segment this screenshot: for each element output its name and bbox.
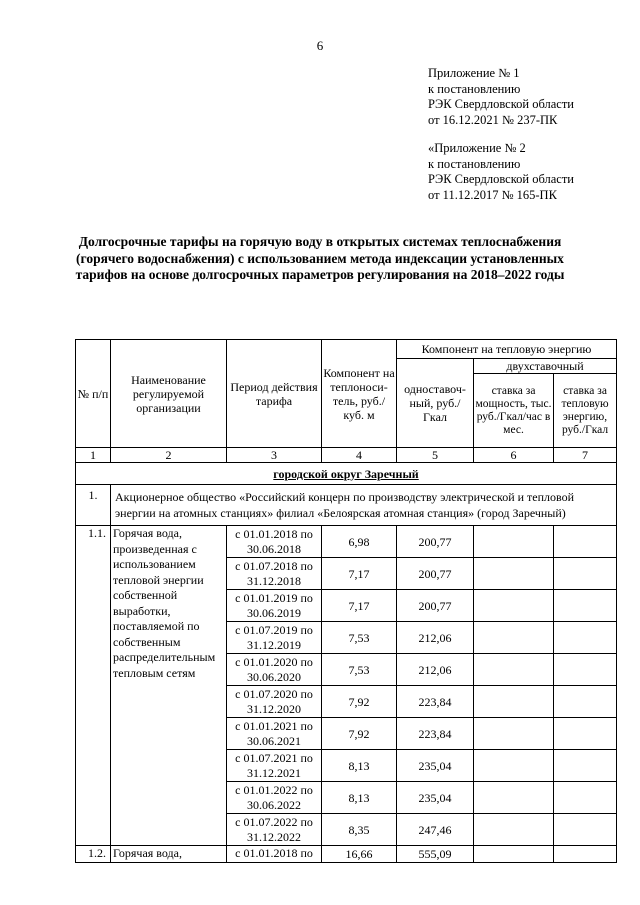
period-cell: с 01.01.2018 по 30.06.2018: [227, 526, 322, 558]
header-energy-component: Компонент на тепловую энергию: [397, 340, 617, 359]
column-number: 2: [111, 448, 227, 463]
header-two-rate: двухставочный: [474, 359, 617, 374]
single-rate-value: 212,06: [397, 622, 474, 654]
appendix-2-line: к постановлению: [428, 156, 521, 171]
capacity-rate-value: [474, 686, 554, 718]
header-organization: Наименование регулируемой организации: [111, 340, 227, 448]
single-rate-value: 555,09: [397, 846, 474, 863]
energy-rate-value: [554, 590, 617, 622]
header-carrier-component: Компонент на теплоноси-тель, руб./куб. м: [322, 340, 397, 448]
row-number: 1.2.: [76, 846, 111, 863]
single-rate-value: 200,77: [397, 526, 474, 558]
product-description: Горячая вода,: [111, 846, 227, 863]
appendix-2-block: [428, 141, 574, 203]
capacity-rate-value: [474, 654, 554, 686]
appendix-1-line: от 16.12.2021 № 237-ПК: [428, 112, 558, 127]
header-capacity-rate: ставка за мощность, тыс. руб./Гкал/час в мес.: [474, 374, 554, 448]
energy-rate-value: [554, 558, 617, 590]
carrier-value: 6,98: [322, 526, 397, 558]
capacity-rate-value: [474, 782, 554, 814]
single-rate-value: 223,84: [397, 718, 474, 750]
energy-rate-value: [554, 526, 617, 558]
capacity-rate-value: [474, 718, 554, 750]
region-name: городской округ Заречный: [76, 463, 617, 485]
single-rate-value: 200,77: [397, 590, 474, 622]
carrier-value: 8,13: [322, 750, 397, 782]
column-number: 5: [397, 448, 474, 463]
header-period: Период действия тарифа: [227, 340, 322, 448]
header-energy-rate: ставка за тепловую энергию, руб./Гкал: [554, 374, 617, 448]
column-number: 7: [554, 448, 617, 463]
period-cell: с 01.07.2018 по 31.12.2018: [227, 558, 322, 590]
appendix-2-line: от 11.12.2017 № 165-ПК: [428, 187, 557, 202]
energy-rate-value: [554, 654, 617, 686]
capacity-rate-value: [474, 846, 554, 863]
table-row: [76, 526, 617, 558]
table-row: [76, 846, 617, 863]
organization-number: 1.: [76, 485, 111, 526]
column-number: 6: [474, 448, 554, 463]
appendix-1-block: [428, 66, 574, 128]
organization-name: Акционерное общество «Российский концерн по производству электрической и тепловой энергии на атомных станциях» филиал «Белоярская атомная станция» (город Заречный): [111, 485, 617, 526]
carrier-value: 7,17: [322, 558, 397, 590]
energy-rate-value: [554, 846, 617, 863]
single-rate-value: 235,04: [397, 782, 474, 814]
organization-row: [76, 485, 617, 526]
appendix-1-line: к постановлению: [428, 81, 521, 96]
capacity-rate-value: [474, 526, 554, 558]
period-cell: с 01.07.2022 по 31.12.2022: [227, 814, 322, 846]
page-number: 6: [316, 38, 324, 53]
document-title: Долгосрочные тарифы на горячую воду в открытых системах теплоснабжения (горячего водоснабжения) с использованием метода индексации установленных тарифов на основе долгосрочных параметров регулирования на 2018–2022 годы: [75, 234, 565, 282]
single-rate-value: 235,04: [397, 750, 474, 782]
appendix-2-line: РЭК Свердловской области: [428, 172, 574, 186]
single-rate-value: 223,84: [397, 686, 474, 718]
energy-rate-value: [554, 782, 617, 814]
column-number: 3: [227, 448, 322, 463]
period-cell: с 01.07.2019 по 31.12.2019: [227, 622, 322, 654]
single-rate-value: 200,77: [397, 558, 474, 590]
header-num: № п/п: [76, 340, 111, 448]
capacity-rate-value: [474, 558, 554, 590]
period-cell: с 01.01.2019 по 30.06.2019: [227, 590, 322, 622]
capacity-rate-value: [474, 814, 554, 846]
capacity-rate-value: [474, 590, 554, 622]
period-cell: с 01.01.2021 по 30.06.2021: [227, 718, 322, 750]
carrier-value: 7,53: [322, 654, 397, 686]
capacity-rate-value: [474, 750, 554, 782]
column-number: 4: [322, 448, 397, 463]
energy-rate-value: [554, 718, 617, 750]
single-rate-value: 212,06: [397, 654, 474, 686]
carrier-value: 16,66: [322, 846, 397, 863]
tariff-table: [75, 339, 617, 863]
period-cell: с 01.01.2022 по 30.06.2022: [227, 782, 322, 814]
period-cell: с 01.07.2021 по 31.12.2021: [227, 750, 322, 782]
carrier-value: 7,53: [322, 622, 397, 654]
energy-rate-value: [554, 686, 617, 718]
column-number-row: [76, 448, 617, 463]
carrier-value: 7,17: [322, 590, 397, 622]
carrier-value: 7,92: [322, 718, 397, 750]
period-cell: с 01.07.2020 по 31.12.2020: [227, 686, 322, 718]
row-number: 1.1.: [76, 526, 111, 846]
energy-rate-value: [554, 750, 617, 782]
period-cell: с 01.01.2020 по 30.06.2020: [227, 654, 322, 686]
period-cell: с 01.01.2018 по: [227, 846, 322, 863]
product-description: Горячая вода, произведенная с использованием тепловой энергии собственной выработки, поставляемой по собственным распределительным тепловым сетям: [111, 526, 227, 846]
appendix-1-line: Приложение № 1: [428, 66, 520, 80]
energy-rate-value: [554, 622, 617, 654]
carrier-value: 8,13: [322, 782, 397, 814]
energy-rate-value: [554, 814, 617, 846]
carrier-value: 7,92: [322, 686, 397, 718]
column-number: 1: [76, 448, 111, 463]
capacity-rate-value: [474, 622, 554, 654]
region-row: [76, 463, 617, 485]
single-rate-value: 247,46: [397, 814, 474, 846]
header-single-rate: одноставоч-ный, руб./Гкал: [397, 359, 474, 448]
carrier-value: 8,35: [322, 814, 397, 846]
appendix-1-line: РЭК Свердловской области: [428, 97, 574, 111]
appendix-2-line: «Приложение № 2: [428, 141, 526, 155]
